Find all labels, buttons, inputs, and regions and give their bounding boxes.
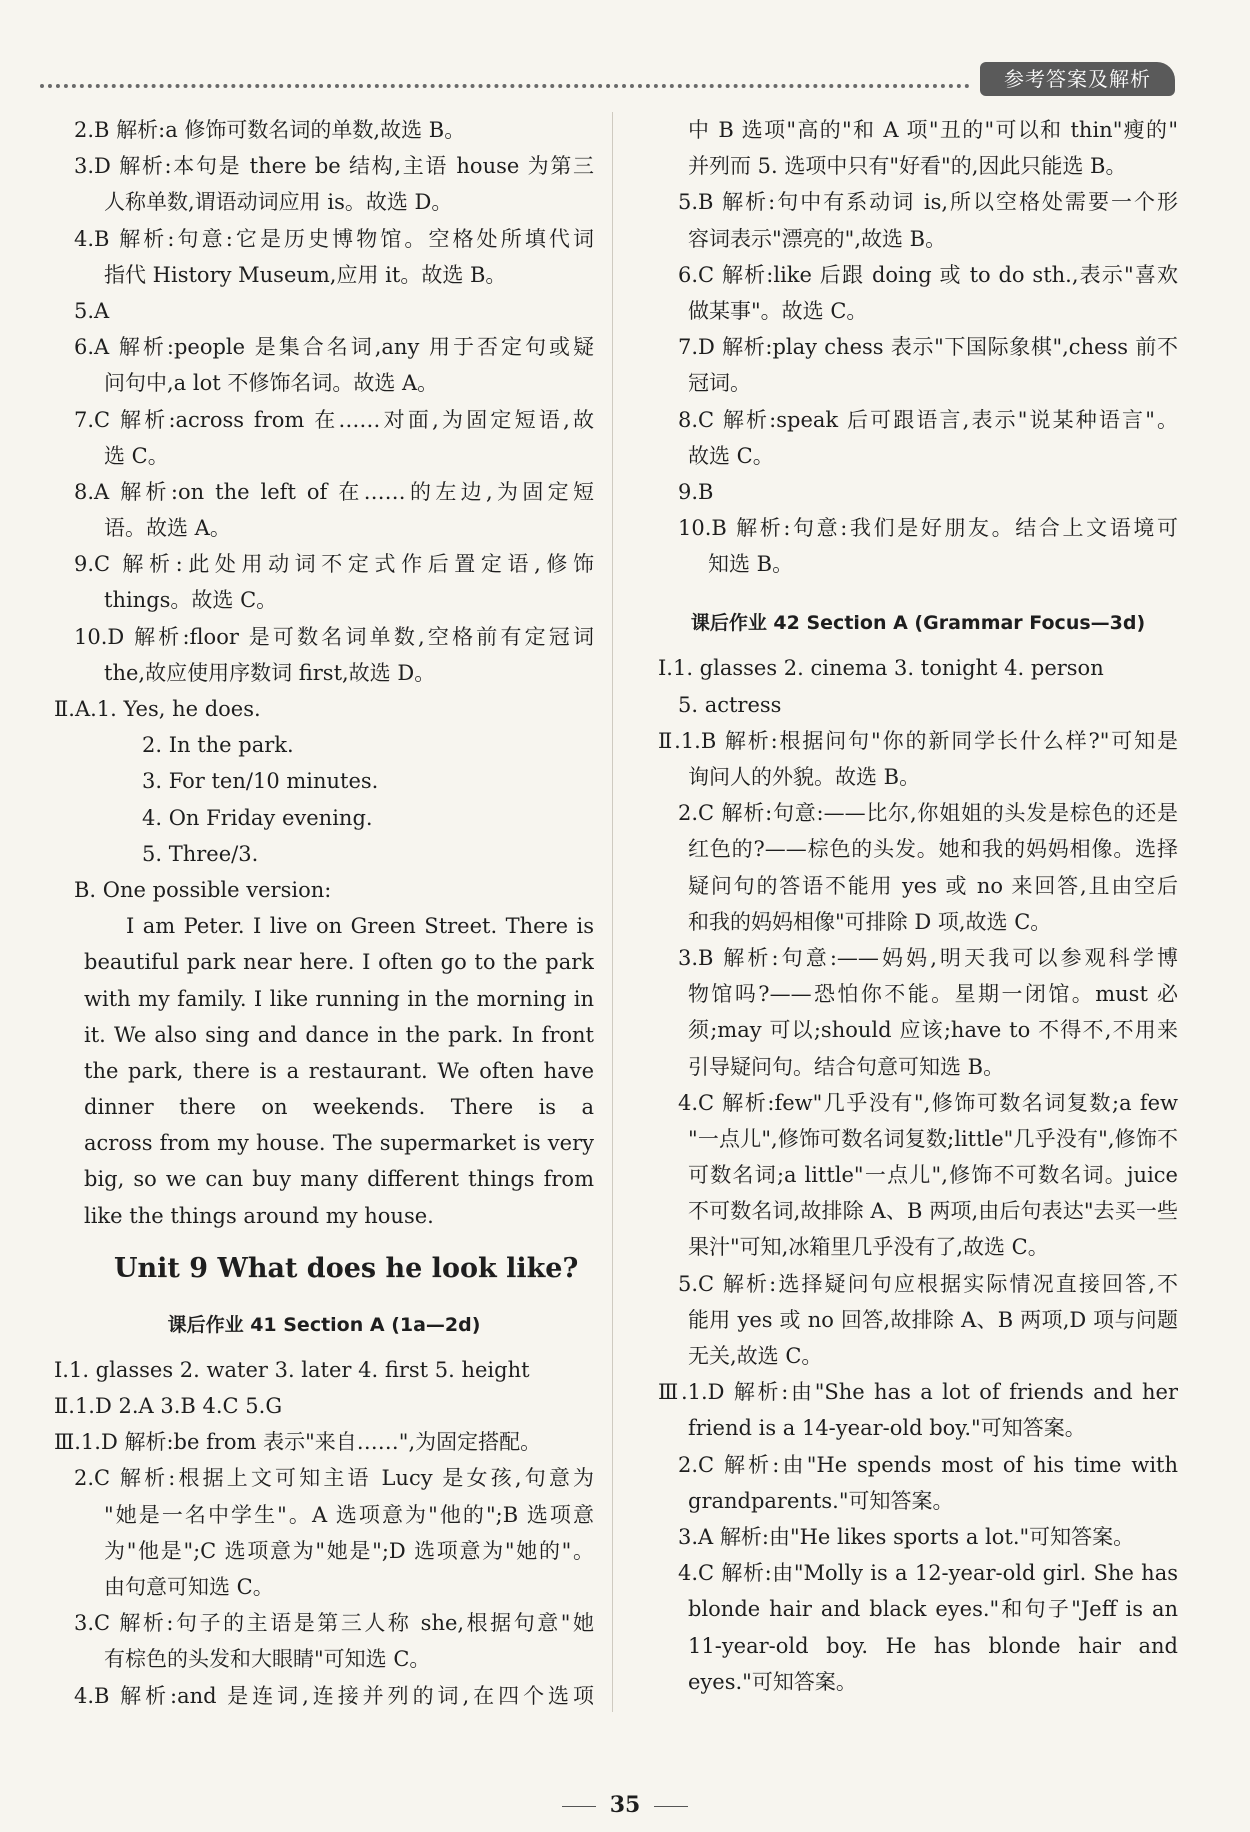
answer-line: 容词表示"漂亮的",故选 B。 <box>688 226 947 251</box>
answer-line: 询问人的外貌。故选 B。 <box>688 765 921 789</box>
answer-line: friend is a 14-year-old boy."可知答案。 <box>688 1416 1086 1441</box>
answer-line: 3.C 解析:句子的主语是第三人称 she,根据句意"她 <box>74 1611 594 1636</box>
unit-title: Unit 9 What does he look like? <box>114 1252 579 1284</box>
answer-line: 果汁"可知,冰箱里几乎没有了,故选 C。 <box>688 1235 1049 1260</box>
answer-line: Ⅲ.1.D 解析:由"She has a lot of friends and her <box>658 1380 1178 1405</box>
answer-line: eyes."可知答案。 <box>688 1669 857 1694</box>
answer-line: 4.C 解析:few"几乎没有",修饰可数名词复数;a few <box>678 1090 1178 1115</box>
answer-line: it. We also sing and dance in the park. In front <box>84 1022 594 1047</box>
answer-line: Ⅱ.1.B 解析:根据问句"你的新同学长什么样?"可知是 <box>658 728 1178 753</box>
section-title-41: 课后作业 41 Section A (1a—2d) <box>167 1313 481 1336</box>
footer-dash-right <box>654 1806 688 1807</box>
answer-line: 5.A <box>74 298 110 323</box>
answer-line: B. One possible version: <box>74 877 332 902</box>
answer-line: 引导疑问句。结合句意可知选 B。 <box>688 1054 1005 1079</box>
answer-line: 人称单数,谓语动词应用 is。故选 D。 <box>104 190 453 215</box>
answer-line: 10.D 解析:floor 是可数名词单数,空格前有定冠词 <box>74 624 594 649</box>
answer-line: 11-year-old boy. He has blonde hair and <box>688 1633 1178 1658</box>
answer-line: across from my house. The supermarket is very <box>84 1131 594 1156</box>
right-column <box>658 112 1178 1700</box>
right-answer-lines-2 <box>658 650 1178 1699</box>
answer-line: 5.B 解析:句中有系动词 is,所以空格处需要一个形 <box>678 190 1178 215</box>
answer-line: 2.C 解析:由"He spends most of his time with <box>678 1452 1178 1477</box>
answer-line: "她是一名中学生"。A 选项意为"他的";B 选项意 <box>104 1502 594 1527</box>
answer-line: 3.D 解析:本句是 there be 结构,主语 house 为第三 <box>74 154 594 179</box>
answer-line: 疑问句的答语不能用 yes 或 no 来回答,且由空后 <box>688 873 1178 898</box>
header-badge: 参考答案及解析 <box>980 62 1175 96</box>
left-column <box>54 112 594 1714</box>
answer-line: 和我的妈妈相像"可排除 D 项,故选 C。 <box>688 909 1052 934</box>
answer-line: with my family. I like running in the morning in <box>84 986 594 1011</box>
answer-line: the,故应使用序数词 first,故选 D。 <box>104 660 436 685</box>
answer-line: like the things around my house. <box>84 1203 434 1228</box>
answer-line: 由句意可知选 C。 <box>104 1574 274 1599</box>
answer-line: 能用 yes 或 no 回答,故排除 A、B 两项,D 项与问题 <box>688 1307 1178 1332</box>
answer-line: 2.C 解析:根据上文可知主语 Lucy 是女孩,句意为 <box>74 1466 594 1491</box>
answer-line: 4. On Friday evening. <box>142 805 373 830</box>
answer-line: 无关,故选 C。 <box>688 1344 823 1368</box>
answer-line: 物馆吗?——恐怕你不能。星期一闭馆。must 必 <box>688 982 1178 1007</box>
answer-line: 7.C 解析:across from 在……对面,为固定短语,故 <box>74 407 594 432</box>
answer-line: Ⅱ.1.D 2.A 3.B 4.C 5.G <box>54 1394 283 1418</box>
answer-line: 有棕色的头发和大眼睛"可知选 C。 <box>104 1647 431 1672</box>
answer-line: Ⅲ.1.D 解析:be from 表示"来自……",为固定搭配。 <box>54 1430 542 1455</box>
answer-line: 故选 C。 <box>688 443 774 468</box>
answer-line: the park, there is a restaurant. We often have <box>84 1058 594 1083</box>
answer-line: 2.C 解析:句意:——比尔,你姐姐的头发是棕色的还是 <box>678 801 1178 826</box>
answer-line: 8.C 解析:speak 后可跟语言,表示"说某种语言"。 <box>678 407 1178 432</box>
answer-line: Ⅰ.1. glasses 2. water 3. later 4. first 5. height <box>54 1357 530 1382</box>
answer-line: 知选 B。 <box>708 552 794 577</box>
answer-line: "一点儿",修饰可数名词复数;little"几乎没有",修饰不 <box>688 1126 1178 1151</box>
answer-line: 不可数名词,故排除 A、B 两项,由后句表达"去买一些 <box>688 1199 1178 1224</box>
answer-line: 可数名词;a little"一点儿",修饰不可数名词。juice <box>688 1163 1178 1188</box>
header-dotted-rule <box>40 84 970 88</box>
answer-line: 10.B 解析:句意:我们是好朋友。结合上文语境可 <box>678 516 1178 541</box>
answer-line: blonde hair and black eyes."和句子"Jeff is an <box>688 1597 1178 1622</box>
page-footer <box>0 1792 1250 1818</box>
answer-line: 为"他是";C 选项意为"她是";D 选项意为"她的"。 <box>104 1538 594 1563</box>
answer-line: 4.B 解析:句意:它是历史博物馆。空格处所填代词 <box>74 226 594 251</box>
right-answer-lines <box>658 112 1178 582</box>
answer-line: 2. In the park. <box>142 733 294 758</box>
answer-line: Ⅱ.A.1. Yes, he does. <box>54 697 261 721</box>
answer-line: 2.B 解析:a 修饰可数名词的单数,故选 B。 <box>74 118 466 142</box>
answer-line: 7.D 解析:play chess 表示"下国际象棋",chess 前不 <box>678 335 1178 360</box>
answer-line: 问句中,a lot 不修饰名词。故选 A。 <box>104 371 439 396</box>
answer-line: 中 B 选项"高的"和 A 项"丑的"可以和 thin"瘦的" <box>688 118 1178 142</box>
answer-line: things。故选 C。 <box>104 588 278 613</box>
answer-line: 3.B 解析:句意:——妈妈,明天我可以参观科学博 <box>678 945 1178 970</box>
answer-line: big, so we can buy many different things from <box>84 1167 594 1192</box>
section-title-42: 课后作业 42 Section A (Grammar Focus—3d) <box>690 612 1146 635</box>
answer-line: 8.A 解析:on the left of 在……的左边,为固定短 <box>74 479 594 504</box>
answer-line: 红色的?——棕色的头发。她和我的妈妈相像。选择 <box>688 837 1178 862</box>
answer-line: 9.B <box>678 479 714 504</box>
answer-line: I am Peter. I live on Green Street. There is <box>126 914 594 939</box>
page-number: 35 <box>609 1792 641 1818</box>
answer-line: 5.C 解析:选择疑问句应根据实际情况直接回答,不 <box>678 1271 1178 1296</box>
answer-line: 做某事"。故选 C。 <box>688 298 868 323</box>
answer-line: 5. actress <box>678 692 782 717</box>
answer-line: 6.A 解析:people 是集合名词,any 用于否定句或疑 <box>74 335 594 360</box>
answer-line: 语。故选 A。 <box>104 516 231 541</box>
left-answer-lines <box>54 112 594 1234</box>
answer-line: 选 C。 <box>104 443 169 468</box>
answer-line: Ⅰ.1. glasses 2. cinema 3. tonight 4. person <box>658 656 1104 681</box>
answer-line: 4.B 解析:and 是连词,连接并列的词,在四个选项 <box>74 1683 594 1708</box>
answer-line: 5. Three/3. <box>142 841 259 866</box>
answer-line: grandparents."可知答案。 <box>688 1488 954 1513</box>
answer-line: 6.C 解析:like 后跟 doing 或 to do sth.,表示"喜欢 <box>678 262 1178 287</box>
answer-line: 3. For ten/10 minutes. <box>142 769 379 794</box>
answer-line: 冠词。 <box>688 371 751 396</box>
column-divider <box>612 112 613 1712</box>
answer-line: dinner there on weekends. There is a <box>84 1095 594 1120</box>
answer-line: beautiful park near here. I often go to the park <box>84 950 594 975</box>
answer-line: 3.A 解析:由"He likes sports a lot."可知答案。 <box>678 1524 1135 1549</box>
left-answer-lines-2 <box>54 1352 594 1714</box>
answer-line: 并列而 5. 选项中只有"好看"的,因此只能选 B。 <box>688 154 1127 179</box>
answer-line: 须;may 可以;should 应该;have to 不得不,不用来 <box>688 1018 1178 1043</box>
answer-line: 4.C 解析:由"Molly is a 12-year-old girl. She has <box>678 1561 1178 1586</box>
answer-line: 9.C 解析:此处用动词不定式作后置定语,修饰 <box>74 552 594 577</box>
answer-line: 指代 History Museum,应用 it。故选 B。 <box>104 262 507 287</box>
footer-dash-left <box>562 1806 596 1807</box>
